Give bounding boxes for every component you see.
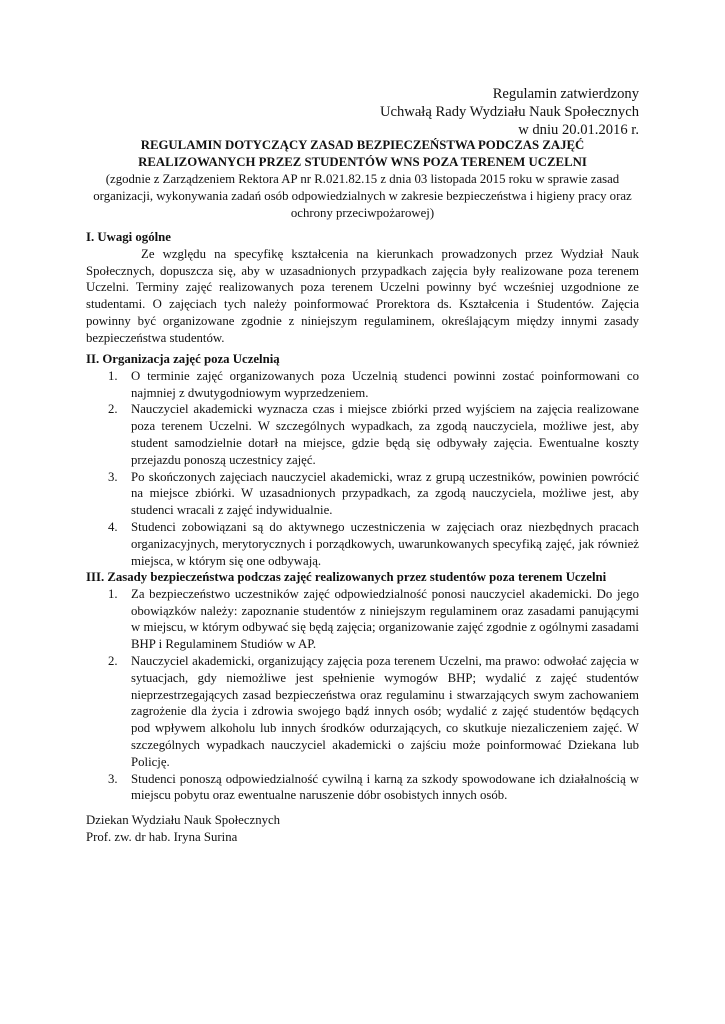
list-item [86,469,639,519]
approval-note [380,85,639,139]
section-2-heading: II. Organizacja zajęć poza Uczelnią [86,352,280,366]
list-item-number: 4. [108,519,118,534]
section-general-remarks [86,229,639,347]
section-2-list [86,368,639,570]
section-3-list [86,586,639,804]
list-item-number: 1. [108,586,118,601]
approval-line-3: w dniu 20.01.2016 r. [518,122,639,138]
list-item-number: 2. [108,653,118,668]
list-item [86,368,639,402]
signature-block [86,812,280,846]
list-item-number: 2. [108,402,118,417]
section-3-heading: III. Zasady bezpieczeństwa podczas zajęć realizowanych przez studentów poza terenem Uczelni [86,570,607,584]
document-subtitle: (zgodnie z Zarządzeniem Rektora AP nr R.021.82.15 z dnia 03 listopada 2015 roku w sprawie zasad organizacji, wykonywania zadań osób odpowiedzialnych w zakresie bezpieczeństwa i higieny pracy oraz ochrony przeciwpożarowej) [93,172,632,220]
list-item-text: Nauczyciel akademicki wyznacza czas i miejsce zbiórki przed wyjściem na zajęcia realizowane poza terenem Uczelni. W szczególnych wypadkach, za zgodą nauczyciela, możliwe jest, aby student samodzielnie dotarł na miejsce, gdzie będą się odbywały zajęcia. Ewentualne koszty przejazdu ponoszą uczestnicy zajęć. [131,402,639,467]
list-item-text: Za bezpieczeństwo uczestników zajęć odpowiedzialność ponosi nauczyciel akademicki. Do jego obowiązków należy: zapoznanie studentów z niniejszym regulaminem oraz zasadami panującymi w miejscu, w którym odbywać się będą zajęcia; organizowanie zajęć zgodnie z ogólnymi zasadami BHP i Regulaminem Studiów w AP. [131,586,639,652]
signature-title: Dziekan Wydziału Nauk Społecznych [86,813,281,827]
section-1-heading: I. Uwagi ogólne [86,230,171,244]
list-item [86,401,639,468]
list-item [86,586,639,653]
list-item [86,771,639,805]
approval-line-2: Uchwałą Rady Wydziału Nauk Społecznych [379,104,639,120]
section-1-text: Ze względu na specyfikę kształcenia na kierunkach prowadzonych przez Wydział Nauk Społecznych, dopuszcza się, aby w uzasadnionych przypadkach zajęcia były realizowane poza terenem Uczelni. Terminy zajęć realizowanych poza terenem Uczelni powinny być wcześniej uzgodnione ze studentami. O zajęciach tych należy poinformować Prorektora ds. Kształcenia i Studentów. Zajęcia powinny być organizowane zgodnie z niniejszym regulaminem, określającym między innymi zasady bezpieczeństwa studentów. [86,246,639,345]
approval-line-1: Regulamin zatwierdzony [492,86,639,102]
list-item-text: O terminie zajęć organizowanych poza Uczelnią studenci powinni zostać poinformowani co najmniej z dwutygodniowym wyprzedzeniem. [131,368,639,400]
signature-name: Prof. zw. dr hab. Iryna Surina [86,830,238,844]
document-title-block [86,137,639,222]
document-title-line-2: REALIZOWANYCH PRZEZ STUDENTÓW WNS POZA TERENEM UCZELNI [138,155,587,169]
list-item-number: 3. [108,469,118,484]
section-safety-rules [86,569,639,804]
section-organization [86,351,639,569]
list-item-text: Studenci ponoszą odpowiedzialność cywilną i karną za szkody spowodowane ich działalnością w miejscu pobytu oraz ewentualne naruszenie dóbr osobistych innych osób. [131,771,639,803]
list-item [86,653,639,771]
document-title-line-1: REGULAMIN DOTYCZĄCY ZASAD BEZPIECZEŃSTWA PODCZAS ZAJĘĆ [140,138,585,152]
list-item [86,519,639,569]
list-item-number: 3. [108,771,118,786]
list-item-text: Studenci zobowiązani są do aktywnego uczestniczenia w zajęciach oraz niezbędnych pracach organizacyjnych, merytorycznych i porządkowych, uwarunkowanych specyfiką zajęć, jak również miejsca, w którym się one odbywają. [131,519,639,568]
list-item-text: Nauczyciel akademicki, organizujący zajęcia poza terenem Uczelni, ma prawo: odwołać zajęcia w sytuacjach, gdy niemożliwe jest spełnienie wymogów BHP; wydalić z zajęć studentów nieprzestrzegających zasad bezpieczeństwa oraz regulaminu i stwarzających swym zachowaniem zagrożenie dla życia i zdrowia swojego bądź innych osób; wydalić z zajęć studentów będących pod wpływem alkoholu lub innych środków odurzających, co skutkuje niezaliczeniem zajęć. W szczególnych wypadkach nauczyciel akademicki o zajściu może poinformować Dziekana lub Policję. [131,653,639,769]
list-item-text: Po skończonych zajęciach nauczyciel akademicki, wraz z grupą uczestników, powinien powrócić na miejsce zbiórki. W uzasadnionych przypadkach, za zgodą nauczyciela, możliwe jest, aby studenci wracali z zajęć indywidualnie. [131,469,639,518]
list-item-number: 1. [108,368,118,383]
